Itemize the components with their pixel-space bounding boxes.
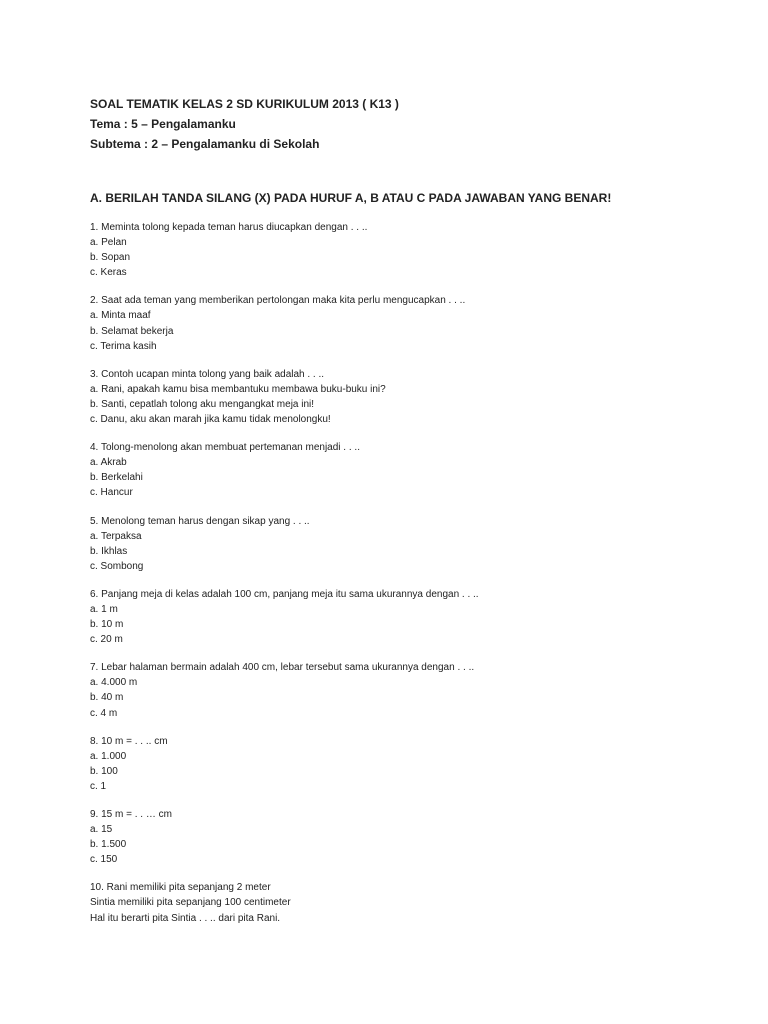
question-text: 7. Lebar halaman bermain adalah 400 cm, lebar tersebut sama ukurannya dengan . . ..: [90, 662, 475, 674]
option-b: b. Sopan: [90, 252, 131, 264]
question-text: 3. Contoh ucapan minta tolong yang baik adalah . . ..: [90, 368, 325, 380]
option-b: b. Berkelahi: [90, 472, 143, 484]
option-b: b. 1.500: [90, 839, 127, 851]
question-4: [90, 440, 730, 500]
question-9: [90, 807, 730, 867]
option-a: a. Terpaksa: [90, 530, 142, 542]
option-a: a. 15: [90, 824, 113, 836]
option-b: b. Ikhlas: [90, 545, 128, 557]
question-2: [90, 293, 730, 353]
option-b: b. Santi, cepatlah tolong aku mengangkat meja ini!: [90, 398, 315, 410]
question-text: 4. Tolong-menolong akan membuat pertemanan menjadi . . ..: [90, 442, 360, 454]
option-a: a. Minta maaf: [90, 310, 151, 322]
option-b: b. 10 m: [90, 619, 124, 631]
option-c: c. Keras: [90, 267, 127, 279]
document-title: SOAL TEMATIK KELAS 2 SD KURIKULUM 2013 ( K13 ): [90, 97, 399, 111]
option-c: c. 20 m: [90, 634, 123, 646]
subtema-line: Subtema : 2 – Pengalamanku di Sekolah: [90, 137, 320, 151]
question-10: [90, 880, 730, 925]
option-c: c. Sombong: [90, 560, 144, 572]
question-6: [90, 587, 730, 647]
question-text: 2. Saat ada teman yang memberikan pertolongan maka kita perlu mengucapkan . . ..: [90, 295, 466, 307]
option-c: c. Terima kasih: [90, 340, 157, 352]
question-text: 10. Rani memiliki pita sepanjang 2 meter: [90, 882, 271, 894]
document-page: [90, 94, 730, 924]
question-text: 1. Meminta tolong kepada teman harus diucapkan dengan . . ..: [90, 222, 368, 233]
option-b: b. 40 m: [90, 692, 124, 704]
question-text: 6. Panjang meja di kelas adalah 100 cm, panjang meja itu sama ukurannya dengan . . ..: [90, 588, 479, 600]
question-text: 5. Menolong teman harus dengan sikap yang . . ..: [90, 515, 310, 527]
question-line-3: Hal itu berarti pita Sintia . . .. dari pita Rani.: [90, 912, 281, 924]
option-c: c. 150: [90, 854, 118, 866]
tema-line: Tema : 5 – Pengalamanku: [90, 117, 236, 131]
option-a: a. Akrab: [90, 457, 127, 469]
question-8: [90, 734, 730, 794]
question-5: [90, 514, 730, 574]
section-a-title: A. BERILAH TANDA SILANG (X) PADA HURUF A, B ATAU C PADA JAWABAN YANG BENAR!: [90, 191, 612, 205]
option-b: b. 100: [90, 765, 118, 777]
question-3: [90, 367, 730, 427]
option-a: a. 1.000: [90, 750, 127, 762]
question-text: 9. 15 m = . . … cm: [90, 809, 172, 820]
option-c: c. 4 m: [90, 707, 118, 719]
option-a: a. Rani, apakah kamu bisa membantuku membawa buku-buku ini?: [90, 383, 386, 395]
option-c: c. Danu, aku akan marah jika kamu tidak menolongku!: [90, 414, 331, 426]
option-a: a. 1 m: [90, 603, 118, 615]
option-a: a. Pelan: [90, 237, 127, 249]
option-b: b. Selamat bekerja: [90, 325, 174, 337]
question-1: [90, 220, 730, 280]
question-line-2: Sintia memiliki pita sepanjang 100 centimeter: [90, 897, 291, 909]
option-a: a. 4.000 m: [90, 677, 138, 689]
question-7: [90, 660, 730, 720]
option-c: c. 1: [90, 780, 107, 792]
question-list: [90, 220, 730, 939]
question-text: 8. 10 m = . . .. cm: [90, 735, 168, 747]
option-c: c. Hancur: [90, 487, 133, 499]
